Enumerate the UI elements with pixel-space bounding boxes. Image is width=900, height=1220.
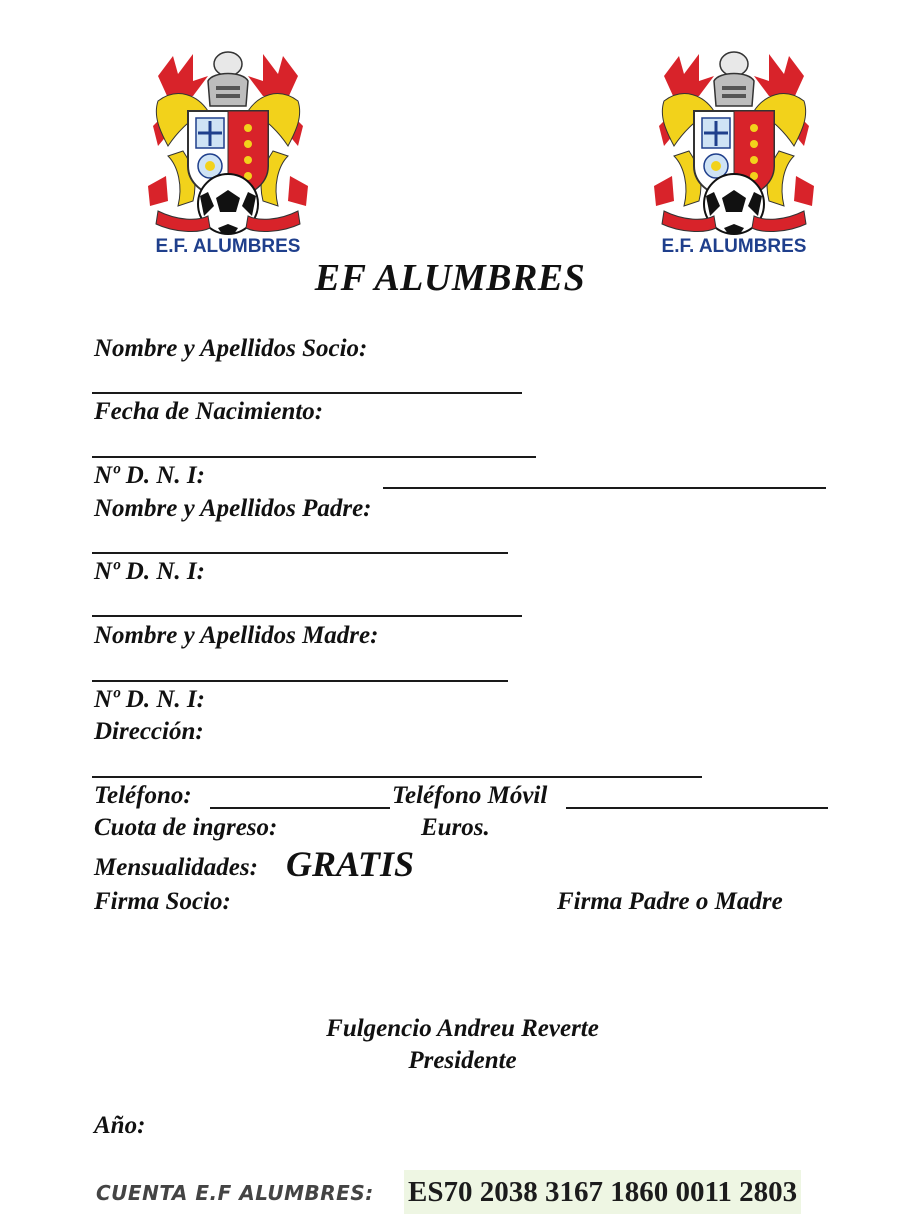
input-line-father-name[interactable] [92,552,508,554]
club-crest-graphic [644,36,824,256]
account-label: CUENTA E.F ALUMBRES: [96,1181,374,1205]
president-name: Fulgencio Andreu Reverte [326,1015,599,1042]
label-phone: Teléfono: [94,782,192,809]
input-line-birth-date[interactable] [92,456,536,458]
label-father-name: Nombre y Apellidos Padre: [94,495,372,522]
page-title: EF ALUMBRES [314,257,586,299]
label-dni-1: Nº D. N. I: [94,462,205,489]
label-mobile: Teléfono Móvil [392,782,548,809]
input-line-mobile[interactable] [566,807,828,809]
label-fee: Cuota de ingreso: [94,814,278,841]
label-socio-name: Nombre y Apellidos Socio: [94,335,368,362]
input-line-mother-name[interactable] [92,680,508,682]
monthly-value: GRATIS [286,844,415,884]
account-number: ES70 2038 3167 1860 0011 2803 [404,1170,801,1214]
label-address: Dirección: [94,718,204,745]
label-year: Año: [94,1112,146,1139]
label-dni-3: Nº D. N. I: [94,686,205,713]
input-line-dni-2[interactable] [92,615,522,617]
club-crest-right [644,36,824,256]
label-dni-2: Nº D. N. I: [94,558,205,585]
input-line-phone[interactable] [210,807,390,809]
label-currency: Euros. [421,814,490,841]
input-line-socio-name[interactable] [92,392,522,394]
label-birth-date: Fecha de Nacimiento: [94,398,324,425]
label-signature-parent: Firma Padre o Madre [557,888,783,915]
label-signature-member: Firma Socio: [94,888,231,915]
crest-text: E.F. ALUMBRES [661,236,807,256]
label-mother-name: Nombre y Apellidos Madre: [94,622,379,649]
club-crest-graphic [138,36,318,256]
input-line-address[interactable] [92,776,702,778]
input-line-dni-1[interactable] [383,487,826,489]
crest-text: E.F. ALUMBRES [155,236,301,256]
president-role: Presidente [408,1047,517,1074]
club-crest-left [138,36,318,256]
label-monthly: Mensualidades: [94,854,258,881]
